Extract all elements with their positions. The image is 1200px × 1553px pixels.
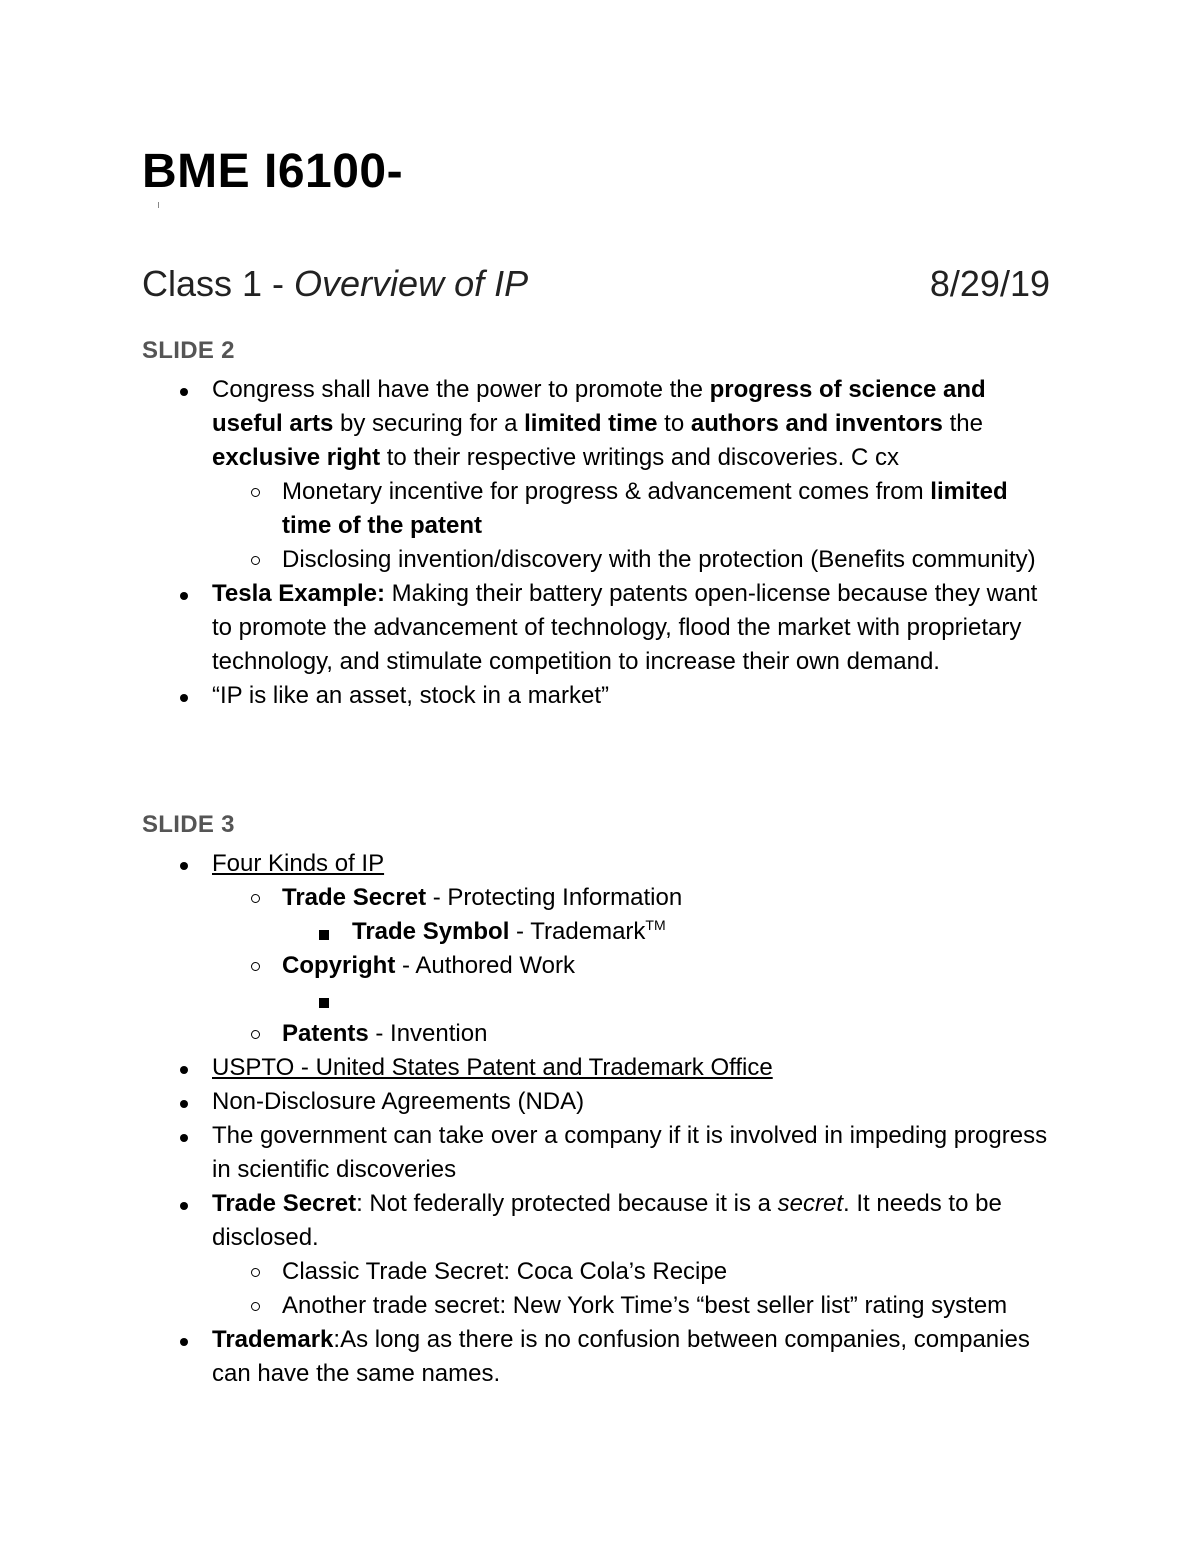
bullet-icon — [180, 1202, 188, 1210]
bullet-icon — [180, 694, 188, 702]
hollow-bullet-icon — [251, 1268, 260, 1277]
slide-3-list — [142, 847, 1062, 1391]
bullet-icon — [180, 1134, 188, 1142]
text: Making their battery patents open-license because they want to promote the advancement of technology, flood the market with proprietary technology, and stimulate competition to increase their own demand. — [212, 580, 1038, 675]
list-item — [142, 1085, 1062, 1119]
italic-text: secret — [777, 1190, 844, 1217]
bullet-icon — [180, 862, 188, 870]
list-item — [142, 373, 1062, 577]
bold-text: limited time — [524, 410, 658, 437]
bold-text: Trade Secret — [212, 1190, 357, 1217]
list-item — [282, 915, 1062, 949]
sub-sub-list — [282, 915, 1062, 949]
text: to their respective writings and discoveries. C cx — [380, 444, 899, 471]
sub-sub-list — [282, 983, 1062, 1017]
list-item — [142, 679, 1062, 713]
bold-text: limited time of the patent — [282, 478, 1008, 539]
hollow-bullet-icon — [251, 894, 260, 903]
class-title — [142, 262, 528, 306]
document-title: BME I6100- — [142, 145, 404, 198]
cursor-mark — [158, 202, 159, 208]
hollow-bullet-icon — [251, 556, 260, 565]
text: to — [657, 410, 691, 437]
bullet-icon — [180, 1066, 188, 1074]
class-date: 8/29/19 — [929, 263, 1050, 304]
text: - Authored Work — [395, 952, 575, 979]
bold-text: Patents — [282, 1020, 369, 1047]
hollow-bullet-icon — [251, 1302, 260, 1311]
square-bullet-icon — [319, 998, 329, 1008]
list-item — [142, 847, 1062, 1051]
text: :As long as there is no confusion between companies, companies can have the same names. — [212, 1326, 1030, 1387]
text: . It needs to be disclosed. — [212, 1190, 1002, 1251]
list-item — [212, 1017, 1062, 1051]
list-item — [142, 577, 1062, 679]
class-header — [142, 262, 1050, 306]
sub-list — [212, 881, 1062, 1051]
text: by securing for a — [333, 410, 525, 437]
superscript: TM — [645, 917, 666, 933]
text: Congress shall have the power to promote the — [212, 376, 710, 403]
text: - Trademark — [509, 918, 646, 945]
list-item — [212, 949, 1062, 1017]
text: - Protecting Information — [426, 884, 683, 911]
list-item — [142, 1051, 1062, 1085]
slide-3-heading: SLIDE 3 — [142, 811, 235, 838]
list-item — [282, 983, 1062, 1017]
slide-2-list — [142, 373, 1062, 713]
square-bullet-icon — [319, 930, 329, 940]
hollow-bullet-icon — [251, 962, 260, 971]
bullet-icon — [180, 388, 188, 396]
list-item — [142, 1323, 1062, 1391]
text: Classic Trade Secret: Coca Cola’s Recipe — [282, 1258, 728, 1285]
text: the — [942, 410, 983, 437]
bold-text: authors and inventors — [690, 410, 943, 437]
slide-2-heading: SLIDE 2 — [142, 337, 235, 364]
bold-text: Trade Symbol — [352, 918, 510, 945]
class-title-prefix: Class 1 - — [142, 263, 295, 304]
text: Disclosing invention/discovery with the protection (Benefits community) — [282, 546, 1036, 573]
bold-text: progress of science and useful arts — [212, 376, 986, 437]
bold-text: Tesla Example: — [212, 580, 385, 607]
bold-text: Trademark — [212, 1326, 334, 1353]
underlined-text: USPTO - United States Patent and Trademark Office — [212, 1054, 773, 1081]
text: : Not federally protected because it is a — [356, 1190, 778, 1217]
list-item — [212, 1289, 1062, 1323]
text: Non-Disclosure Agreements (NDA) — [212, 1088, 585, 1115]
text: “IP is like an asset, stock in a market” — [212, 682, 610, 709]
bullet-icon — [180, 1338, 188, 1346]
text: Monetary incentive for progress & advancement comes from — [282, 478, 931, 505]
bullet-icon — [180, 592, 188, 600]
hollow-bullet-icon — [251, 1030, 260, 1039]
text: Another trade secret: New York Time’s “best seller list” rating system — [282, 1292, 1008, 1319]
sub-list — [212, 475, 1062, 577]
text: The government can take over a company if it is involved in impeding progress in scientific discoveries — [212, 1122, 1048, 1183]
underlined-text: Four Kinds of IP — [212, 850, 385, 877]
bullet-icon — [180, 1100, 188, 1108]
bold-text: exclusive right — [212, 444, 381, 471]
list-item — [142, 1119, 1062, 1187]
bold-text: Copyright — [282, 952, 396, 979]
list-item — [142, 1187, 1062, 1323]
text: - Invention — [368, 1020, 488, 1047]
list-item — [212, 1255, 1062, 1289]
sub-list — [212, 1255, 1062, 1323]
list-item — [212, 475, 1062, 543]
hollow-bullet-icon — [251, 488, 260, 497]
bold-text: Trade Secret — [282, 884, 427, 911]
list-item — [212, 543, 1062, 577]
list-item — [212, 881, 1062, 949]
class-title-topic: Overview of IP — [294, 263, 529, 304]
